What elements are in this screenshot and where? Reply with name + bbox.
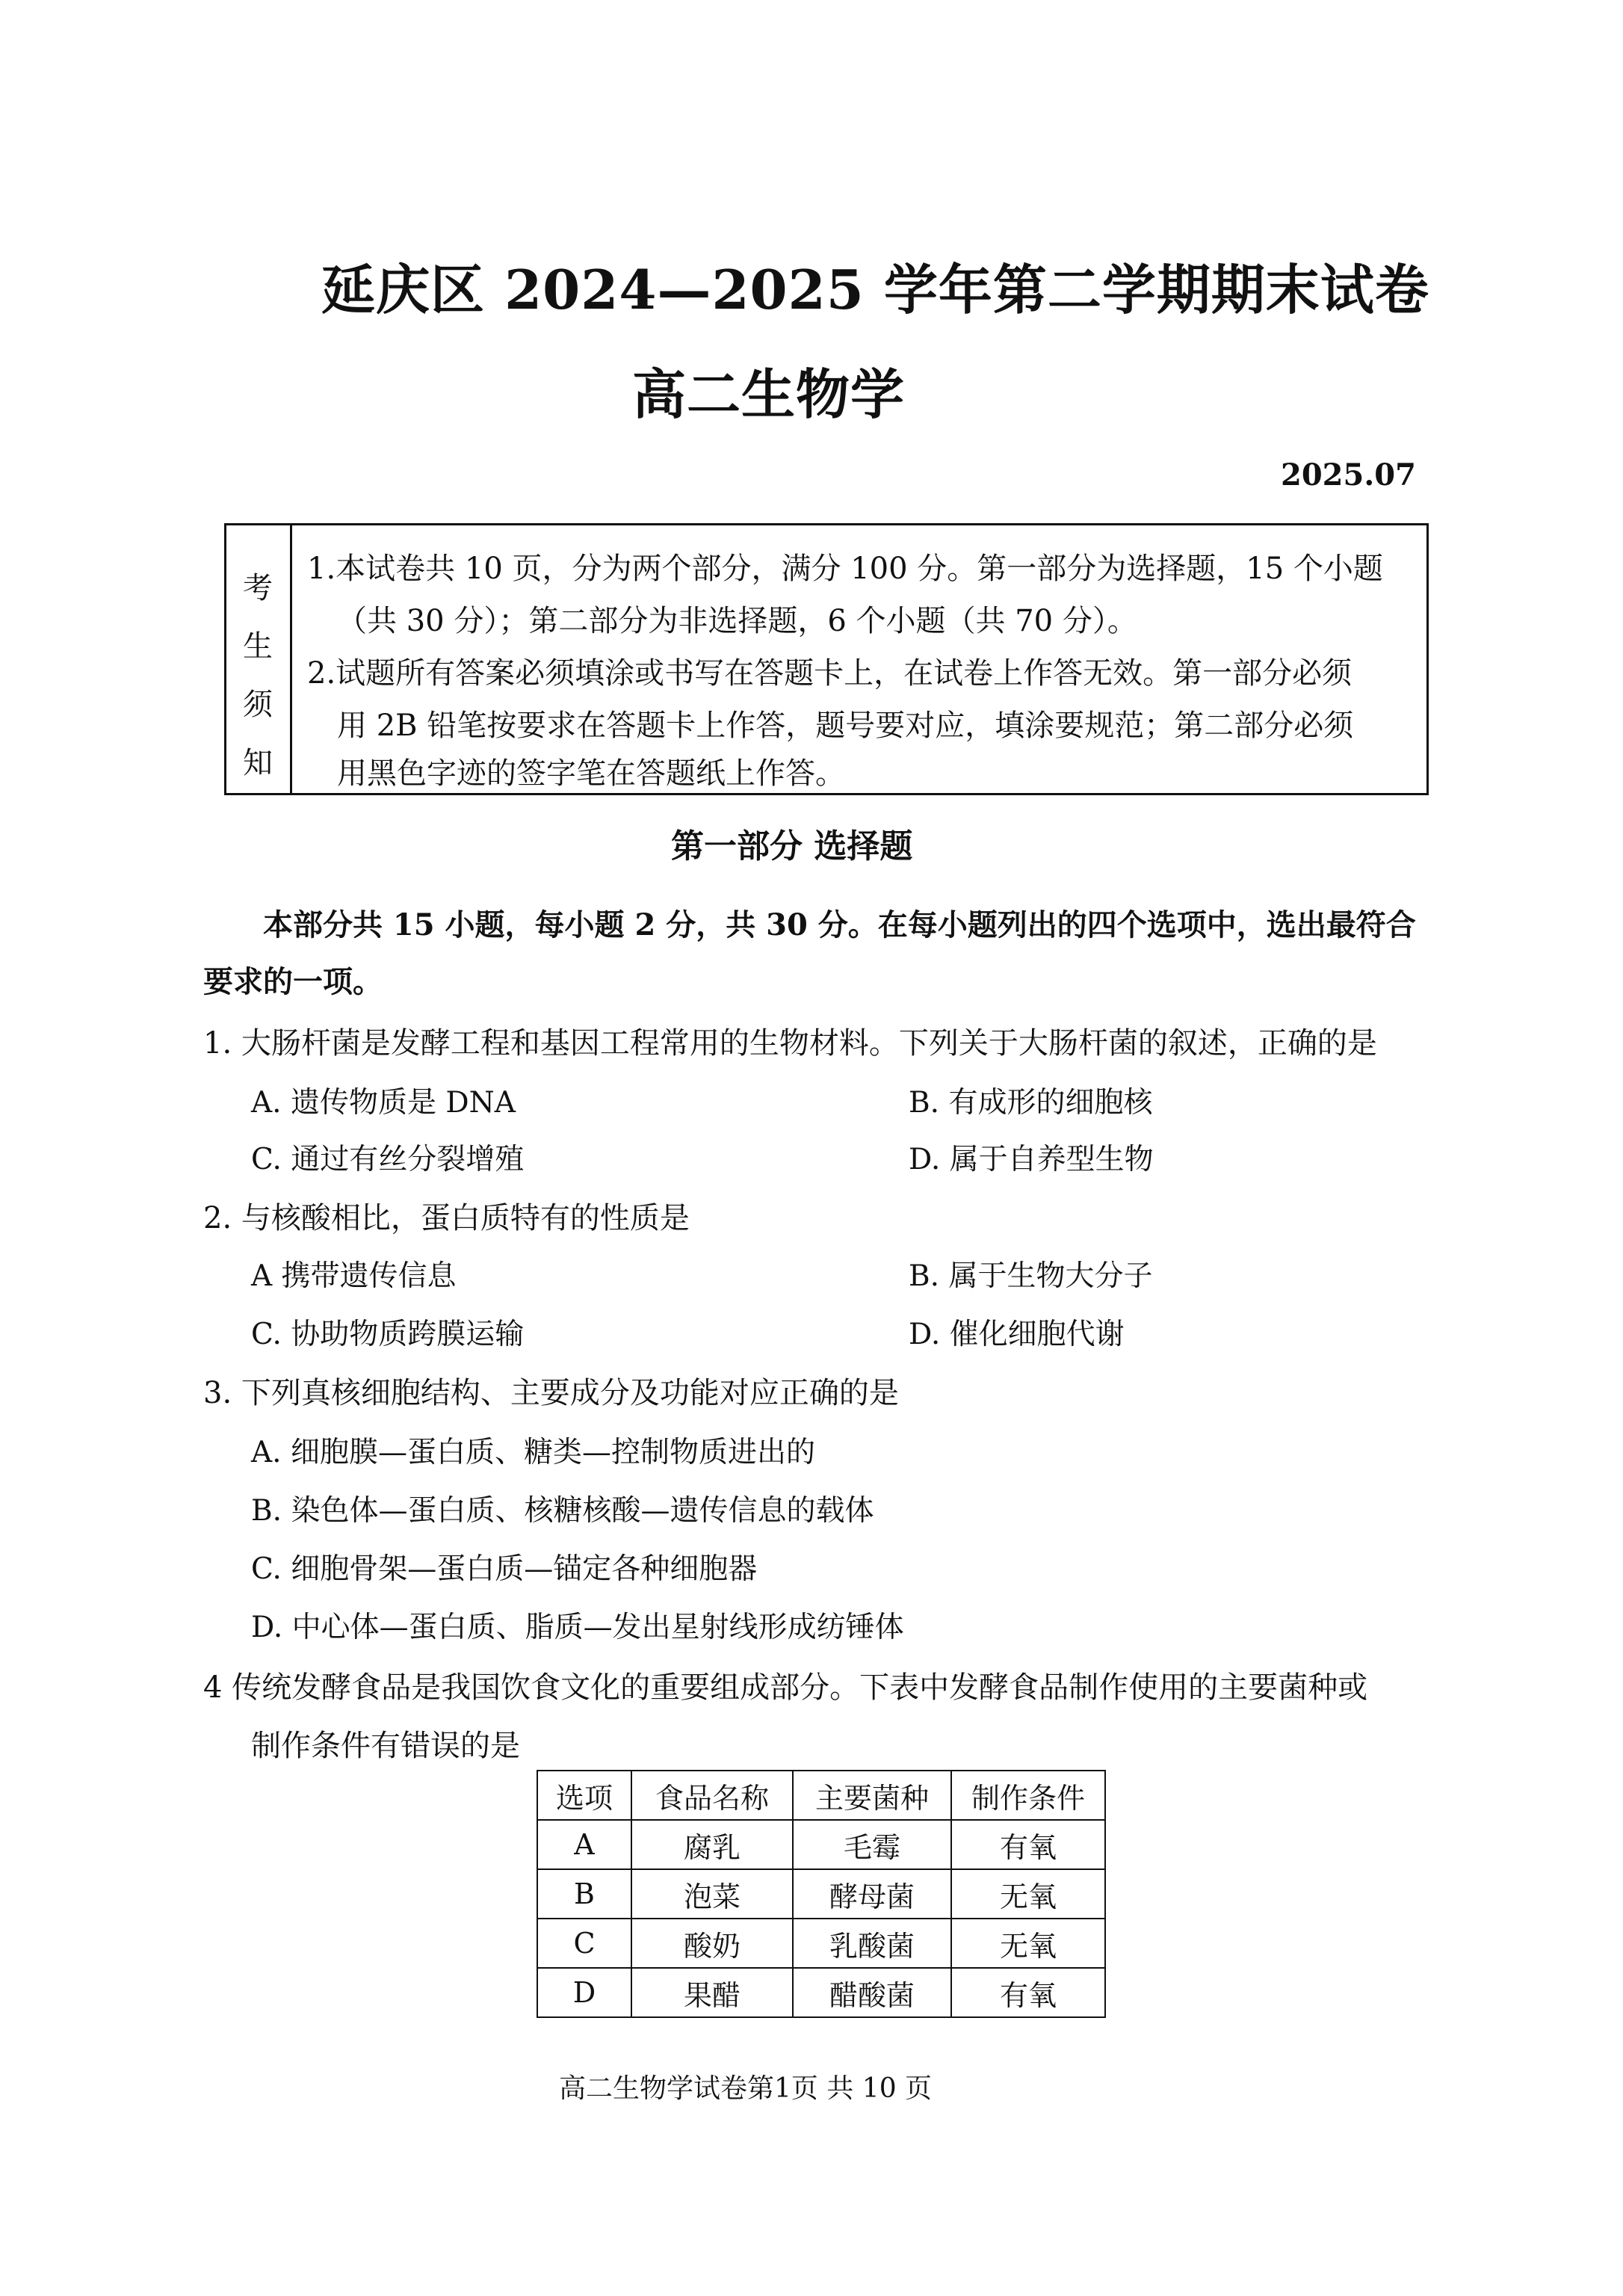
table-header-cell: 制作条件 <box>951 1771 1105 1820</box>
question-option: C. 通过有丝分裂增殖 <box>251 1143 525 1176</box>
page-footer: 高二生物学试卷第1页 共 10 页 <box>559 2073 933 2104</box>
question-stem: 3. 下列真核细胞结构、主要成分及功能对应正确的是 <box>203 1376 899 1410</box>
question-stem: 4 传统发酵食品是我国饮食文化的重要组成部分。下表中发酵食品制作使用的主要菌种或 <box>203 1670 1368 1705</box>
question-option: B. 有成形的细胞核 <box>909 1086 1153 1120</box>
table-cell: 果醋 <box>631 1968 793 2017</box>
notice-line: 用 2B 铅笔按要求在答题卡上作答，题号要对应，填涂要规范；第二部分必须 <box>337 709 1354 743</box>
question-option: A 携带遗传信息 <box>251 1259 457 1293</box>
notice-line: 2.试题所有答案必须填涂或书写在答题卡上，在试卷上作答无效。第一部分必须 <box>307 656 1352 691</box>
subject-title: 高二生物学 <box>632 362 906 426</box>
table-cell: 酵母菌 <box>793 1869 951 1919</box>
table-cell: 腐乳 <box>631 1820 793 1869</box>
section-intro: 要求的一项。 <box>203 964 383 999</box>
table-row <box>537 1869 1105 1919</box>
notice-label-char: 生 <box>243 629 273 664</box>
table-cell: 乳酸菌 <box>793 1919 951 1968</box>
fermented-food-table <box>537 1770 1106 2018</box>
table-header-cell: 选项 <box>537 1771 631 1820</box>
table-header-cell: 主要菌种 <box>793 1771 951 1820</box>
table-cell: 无氧 <box>951 1869 1105 1919</box>
question-stem: 1. 大肠杆菌是发酵工程和基因工程常用的生物材料。下列关于大肠杆菌的叙述，正确的是 <box>203 1026 1377 1061</box>
section-intro: 本部分共 15 小题，每小题 2 分，共 30 分。在每小题列出的四个选项中，选出最符合 <box>263 907 1416 942</box>
table-cell: 醋酸菌 <box>793 1968 951 2017</box>
section-title: 第一部分 选择题 <box>671 827 913 865</box>
table-cell: 有氧 <box>951 1968 1105 2017</box>
table-cell: 毛霉 <box>793 1820 951 1869</box>
table-cell: 酸奶 <box>631 1919 793 1968</box>
table-header-cell: 食品名称 <box>631 1771 793 1820</box>
table-cell: 无氧 <box>951 1919 1105 1968</box>
table-row <box>537 1919 1105 1968</box>
notice-label-char: 考 <box>243 571 273 605</box>
question-option: D. 属于自养型生物 <box>909 1143 1154 1176</box>
table-header-row <box>537 1771 1105 1820</box>
question-option: B. 属于生物大分子 <box>909 1259 1153 1293</box>
table-cell: A <box>537 1820 631 1869</box>
table-cell: D <box>537 1968 631 2017</box>
question-option: B. 染色体—蛋白质、核糖核酸—遗传信息的载体 <box>251 1494 874 1528</box>
exam-notice-box <box>224 523 1429 795</box>
question-option: C. 细胞骨架—蛋白质—锚定各种细胞器 <box>251 1552 758 1586</box>
table-cell: 有氧 <box>951 1820 1105 1869</box>
question-option: D. 催化细胞代谢 <box>909 1318 1125 1351</box>
notice-line: （共 30 分）；第二部分为非选择题，6 个小题（共 70 分）。 <box>337 604 1137 638</box>
notice-line: 1.本试卷共 10 页，分为两个部分，满分 100 分。第一部分为选择题，15 个小题 <box>307 552 1383 586</box>
exam-title: 延庆区 2024—2025 学年第二学期期末试卷 <box>321 258 1429 321</box>
table-row <box>537 1968 1105 2017</box>
notice-label-char: 知 <box>243 746 273 780</box>
notice-label-char: 须 <box>243 688 273 722</box>
table-row <box>537 1820 1105 1869</box>
question-stem: 制作条件有错误的是 <box>251 1729 520 1763</box>
question-option: A. 细胞膜—蛋白质、糖类—控制物质进出的 <box>251 1436 815 1469</box>
table-cell: B <box>537 1869 631 1919</box>
question-option: D. 中心体—蛋白质、脂质—发出星射线形成纺锤体 <box>251 1611 904 1644</box>
table-cell: 泡菜 <box>631 1869 793 1919</box>
table-cell: C <box>537 1919 631 1968</box>
question-option: C. 协助物质跨膜运输 <box>251 1318 525 1351</box>
exam-date: 2025.07 <box>1281 457 1416 493</box>
question-option: A. 遗传物质是 DNA <box>251 1086 516 1120</box>
notice-label <box>226 525 292 793</box>
question-stem: 2. 与核酸相比，蛋白质特有的性质是 <box>203 1201 690 1235</box>
notice-line: 用黑色字迹的签字笔在答题纸上作答。 <box>337 756 845 791</box>
